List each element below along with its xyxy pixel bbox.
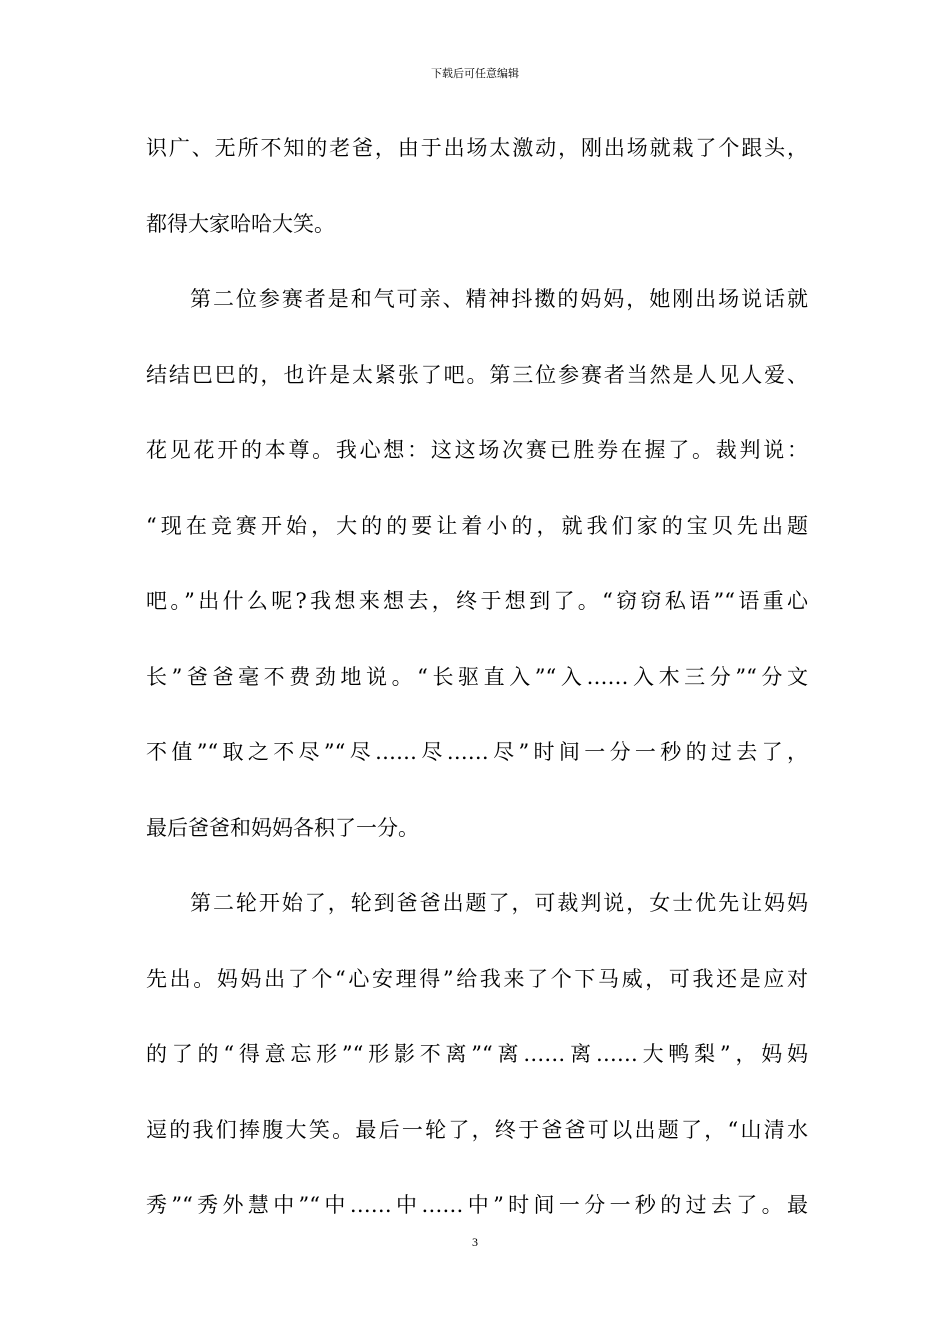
page-header: 下载后可任意编辑 <box>431 67 519 80</box>
text-line: 第二位参赛者是和气可亲、精神抖擞的妈妈，她刚出场说话就 <box>190 287 808 311</box>
text-line: 秀”“秀外慧中”“中……中……中”时间一分一秒的过去了。最 <box>146 1193 808 1217</box>
text-line: 先出。妈妈出了个“心安理得”给我来了个下马威，可我还是应对 <box>146 966 808 991</box>
text-line: “现在竞赛开始，大的的要让着小的，就我们家的宝贝先出题 <box>146 513 808 538</box>
text-line: 结结巴巴的，也许是太紧张了吧。第三位参赛者当然是人见人爱、 <box>146 362 808 387</box>
text-line: 逗的我们捧腹大笑。最后一轮了，终于爸爸可以出题了，“山清水 <box>146 1117 808 1142</box>
page-number: 3 <box>472 1235 478 1249</box>
text-line: 不值”“取之不尽”“尽……尽……尽”时间一分一秒的过去了， <box>146 740 808 764</box>
text-line: 识广、无所不知的老爸，由于出场太激动，刚出场就栽了个跟头， <box>146 136 808 160</box>
text-line: 都得大家哈哈大笑。 <box>146 211 335 236</box>
text-line: 长”爸爸毫不费劲地说。“长驱直入”“入……入木三分”“分文 <box>146 664 808 689</box>
document-body <box>146 126 808 1259</box>
text-line: 第二轮开始了，轮到爸爸出题了，可裁判说，女士优先让妈妈 <box>190 891 808 915</box>
text-line: 吧。”出什么呢?我想来想去，终于想到了。“窃窃私语”“语重心 <box>146 589 808 613</box>
text-line: 最后爸爸和妈妈各积了一分。 <box>146 815 419 840</box>
text-line: 花见花开的本尊。我心想：这这场次赛已胜券在握了。裁判说： <box>146 438 808 462</box>
text-line: 的了的“得意忘形”“形影不离”“离……离……大鸭梨”，妈妈 <box>146 1042 808 1066</box>
